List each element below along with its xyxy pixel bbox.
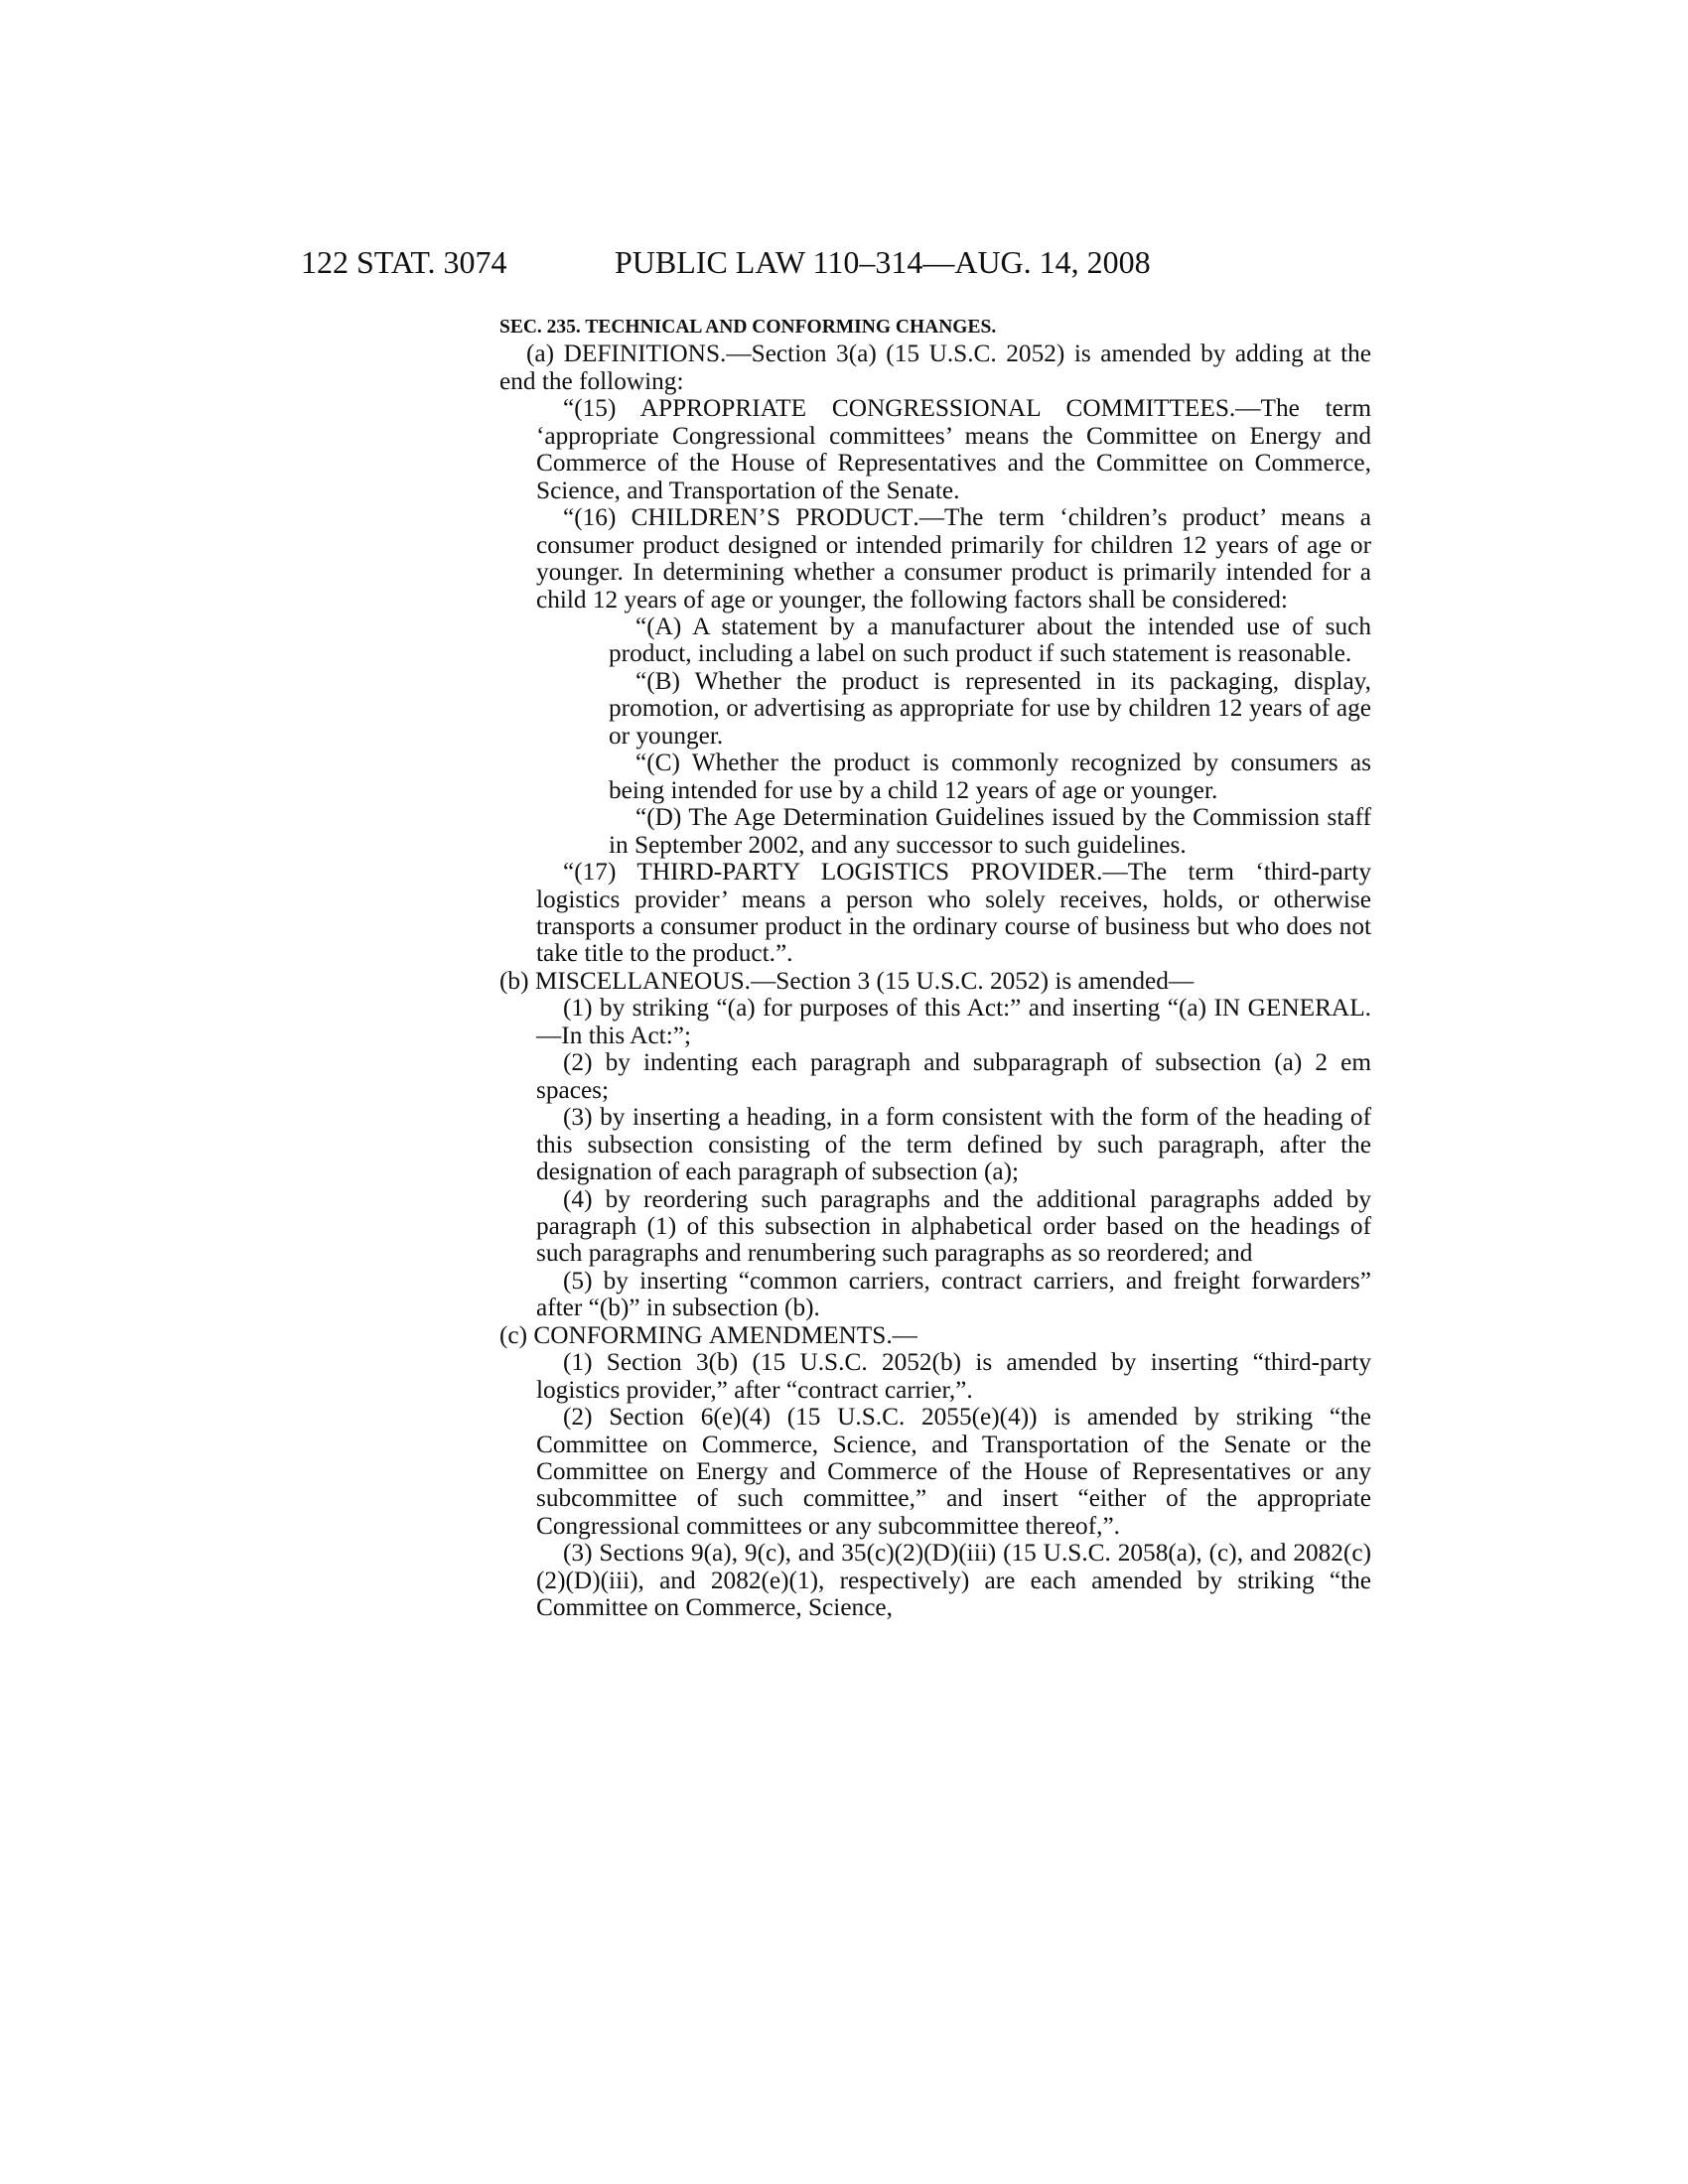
page-header [301, 242, 1221, 282]
factor-a: “(A) A statement by a manufacturer about the intended use of such product, including a label on such product if such statement is reasonable. [609, 612, 1371, 668]
conforming-paragraph-3: (3) Sections 9(a), 9(c), and 35(c)(2)(D)(iii) (15 U.S.C. 2058(a), (c), and 2082(c)(2)(D)(iii), and 2082(e)(1), respectively) are each amended by striking “the Committee on Commerce, Science, [536, 1539, 1371, 1622]
misc-paragraph-4: (4) by reordering such paragraphs and the additional paragraphs added by paragraph (1) of this subsection in alphabetical order based on the headings of such paragraphs and renumbering such paragraphs as so reordered; and [536, 1184, 1371, 1268]
factor-d: “(D) The Age Determination Guidelines issued by the Commission staff in September 2002, and any successor to such guidelines. [609, 803, 1371, 859]
section-heading: SEC. 235. TECHNICAL AND CONFORMING CHANGES. [499, 317, 997, 338]
paragraph-15: “(15) APPROPRIATE CONGRESSIONAL COMMITTEES.—The term ‘appropriate Congressional committees’ means the Committee on Energy and Commerce of the House of Representatives and the Committee on Commerce, Science, and Transportation of the Senate. [536, 394, 1372, 504]
conforming-block [536, 1349, 1371, 1622]
misc-paragraph-1: (1) by striking “(a) for purposes of this Act:” and inserting “(a) IN GENERAL.—In this Act:”; [536, 994, 1371, 1049]
definitions-block [536, 395, 1371, 614]
factor-b: “(B) Whether the product is represented in its packaging, display, promotion, or advertising as appropriate for use by children 12 years of age or younger. [609, 666, 1371, 750]
statute-citation: 122 STAT. 3074 [301, 244, 507, 280]
misc-paragraph-2: (2) by indenting each paragraph and subparagraph of subsection (a) 2 em spaces; [536, 1048, 1371, 1104]
conforming-paragraph-2: (2) Section 6(e)(4) (15 U.S.C. 2055(e)(4)) is amended by striking “the Committee on Commerce, Science, and Transportation of the Senate or the Committee on Energy and Commerce of the House of Representatives or any subcommittee of such committee,” and insert “either of the appropriate Congressional committees or any subcommittee thereof,”. [536, 1403, 1371, 1540]
factor-c: “(C) Whether the product is commonly recognized by consumers as being intended for use by a child 12 years of age or younger. [609, 749, 1371, 804]
subsection-b: (b) MISCELLANEOUS.—Section 3 (15 U.S.C. 2052) is amended— [499, 966, 1195, 995]
conforming-paragraph-1: (1) Section 3(b) (15 U.S.C. 2052(b) is amended by inserting “third-party logistics provider,” after “contract carrier,”. [536, 1348, 1371, 1404]
misc-paragraph-5: (5) by inserting “common carriers, contract carriers, and freight forwarders” after “(b)” in subsection (b). [536, 1266, 1371, 1322]
misc-paragraph-3: (3) by inserting a heading, in a form consistent with the form of the heading of this subsection consisting of the term defined by such paragraph, after the designation of each paragraph of subsection (a); [536, 1103, 1371, 1186]
miscellaneous-block [536, 995, 1371, 1321]
paragraph-16: “(16) CHILDREN’S PRODUCT.—The term ‘children’s product’ means a consumer product designed or intended primarily for children 12 years of age or younger. In determining whether a consumer product is primarily intended for a child 12 years of age or younger, the following factors shall be considered: [536, 503, 1371, 614]
running-head: PUBLIC LAW 110–314—AUG. 14, 2008 [615, 244, 1151, 280]
subsection-a: (a) DEFINITIONS.—Section 3(a) (15 U.S.C. 2052) is amended by adding at the end the following: [499, 340, 1372, 395]
document-body [499, 314, 1371, 1622]
children-product-factors [609, 614, 1371, 859]
subsection-c: (c) CONFORMING AMENDMENTS.— [499, 1320, 917, 1349]
paragraph-17: “(17) THIRD-PARTY LOGISTICS PROVIDER.—The term ‘third-party logistics provider’ means a person who solely receives, holds, or otherwise transports a consumer product in the ordinary course of business but who does not take title to the product.”. [536, 858, 1372, 968]
